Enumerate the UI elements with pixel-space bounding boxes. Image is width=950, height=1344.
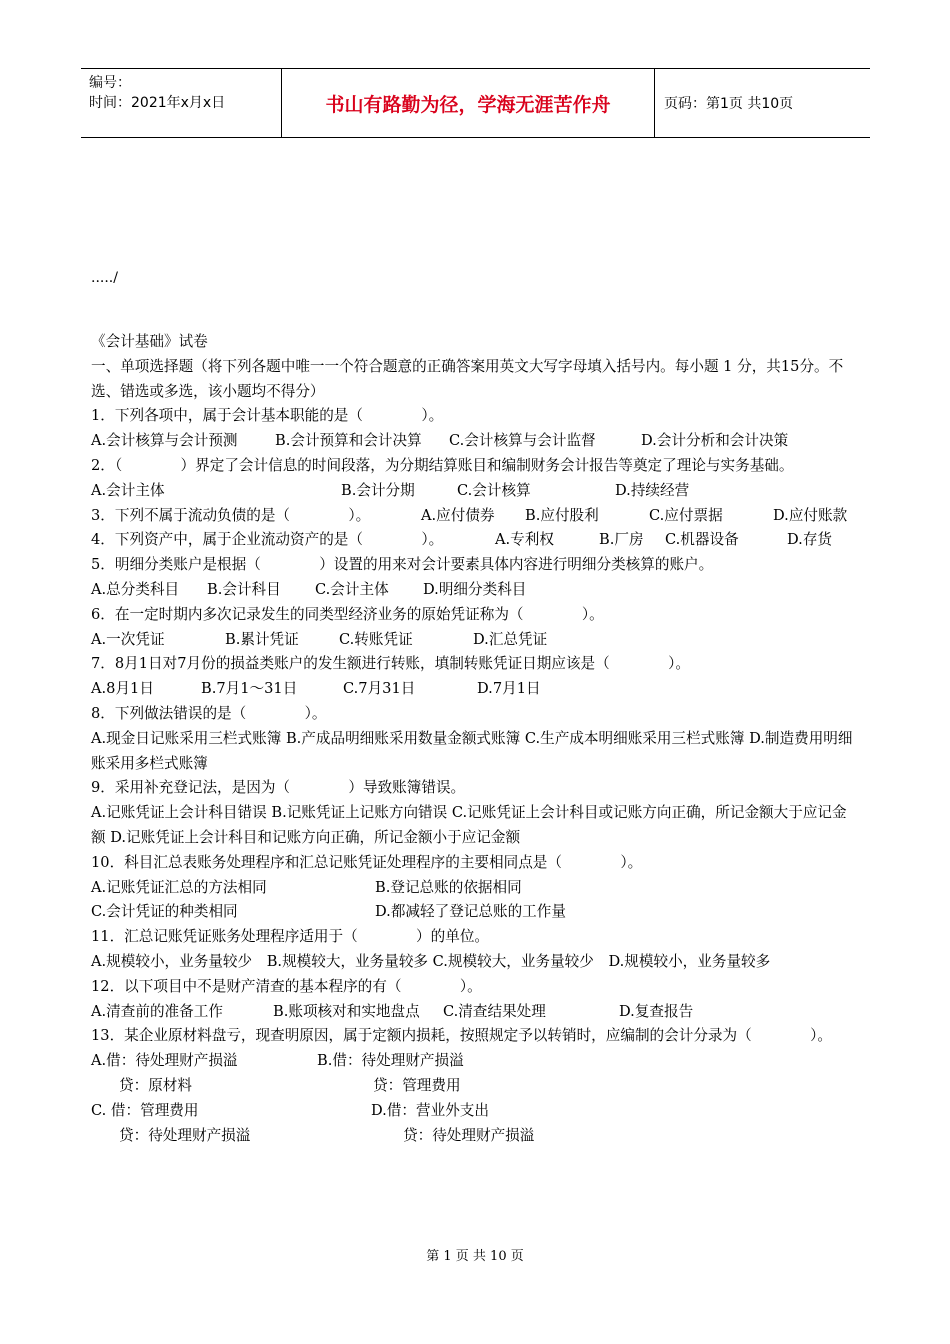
option: C.会计核算与会计监督: [449, 432, 596, 450]
option: A.应付债券: [421, 506, 495, 524]
question-10: 10．科目汇总表账务处理程序和汇总记账凭证处理程序的主要相同点是（ ）。: [91, 853, 643, 871]
option: A.记账凭证汇总的方法相同: [91, 878, 267, 896]
number-label: 编号：: [89, 75, 131, 91]
question-1-options: [91, 429, 861, 454]
question-4: 4．下列资产中，属于企业流动资产的是（ ）。: [91, 531, 444, 549]
option: 贷：管理费用: [373, 1076, 461, 1094]
option: D.持续经营: [615, 481, 690, 499]
option: D.应付账款: [773, 506, 848, 524]
question-6-options: [91, 628, 861, 653]
option: A.借：待处理财产损溢: [91, 1052, 238, 1070]
option: C.7月31日: [343, 680, 416, 698]
option: A.会计主体: [91, 481, 165, 499]
question-1: 1．下列各项中，属于会计基本职能的是（ ）。: [91, 407, 444, 425]
option: B.账项核对和实地盘点: [273, 1002, 420, 1020]
question-7-options: [91, 677, 861, 702]
question-2-options: [91, 479, 861, 504]
question-2: 2．（ ）界定了会计信息的时间段落，为分期结算账目和编制财务会计报告等奠定了理论与实务基础。: [91, 456, 794, 474]
header-motto: 书山有路勤为径，学海无涯苦作舟: [282, 69, 655, 137]
option: 贷：待处理财产损溢: [119, 1126, 251, 1144]
option: D.明细分类科目: [423, 580, 527, 598]
question-12-options: [91, 1000, 861, 1025]
option: B.会计预算和会计决算: [275, 432, 422, 450]
question-6: 6．在一定时期内多次记录发生的同类型经济业务的原始凭证称为（ ）。: [91, 605, 604, 623]
question-11-options: A.规模较小，业务量较少 B.规模较大，业务量较多 C.规模较大，业务量较少 D.规模较小，业务量较多: [91, 952, 771, 970]
option: A.一次凭证: [91, 630, 165, 648]
header-left-cell: [81, 69, 282, 137]
option: B.会计科目: [207, 580, 281, 598]
option: B.应付股利: [525, 506, 599, 524]
question-9: 9．采用补充登记法，是因为（ ）导致账簿错误。: [91, 779, 466, 797]
option: D.7月1日: [477, 680, 541, 698]
question-3: 3．下列不属于流动负债的是（ ）。: [91, 506, 371, 524]
exam-title: 《会计基础》试卷: [91, 333, 208, 350]
option: D.会计分析和会计决策: [641, 432, 789, 450]
question-7: 7．8月1日对7月份的损益类账户的发生额进行转账，填制转账凭证日期应该是（ ）。: [91, 655, 690, 673]
question-9-options: A.记账凭证上会计科目错误 B.记账凭证上记账方向错误 C.记账凭证上会计科目或记账方向正确，所记金额大于应记金额 D.记账凭证上会计科目和记账方向正确，所记金额小于应记金额: [91, 804, 847, 846]
option: 贷：原材料: [119, 1076, 192, 1094]
option: C.会计主体: [315, 580, 389, 598]
question-13-ab-debit: [91, 1049, 861, 1074]
option: 贷：待处理财产损溢: [403, 1126, 535, 1144]
option: C.会计核算: [457, 481, 531, 499]
time-label: 时间：2021年x月x日: [89, 95, 226, 111]
question-13-cd-debit: [91, 1099, 861, 1124]
option: C.应付票据: [649, 506, 723, 524]
question-10-options-row2: [91, 900, 861, 925]
question-5: 5．明细分类账户是根据（ ）设置的用来对会计要素具体内容进行明细分类核算的账户。: [91, 556, 714, 574]
option: A.会计核算与会计预测: [91, 432, 238, 450]
question-4-row: [91, 528, 861, 553]
option: B.登记总账的依据相同: [375, 878, 522, 896]
option: C.转账凭证: [339, 630, 413, 648]
option: B.7月1～31日: [201, 680, 298, 698]
page-header: [81, 68, 870, 138]
question-8: 8．下列做法错误的是（ ）。: [91, 704, 327, 722]
option: B.厂房: [599, 531, 644, 549]
option: D.都减轻了登记总账的工作量: [375, 903, 566, 921]
dots-text: ...../: [91, 270, 118, 286]
header-page-code: 页码：第1页 共10页: [664, 96, 794, 112]
option: B.累计凭证: [225, 630, 299, 648]
exam-content: [91, 330, 861, 1148]
question-13-cd-credit: [91, 1124, 861, 1149]
section-heading: 一、单项选择题（将下列各题中唯一一个符合题意的正确答案用英文大写字母填入括号内。每小题 1 分，共15分。不选、错选或多选，该小题均不得分）: [91, 357, 844, 400]
question-5-options: [91, 578, 861, 603]
question-12: 12．以下项目中不是财产清查的基本程序的有（ ）。: [91, 977, 482, 995]
option: A.专利权: [495, 531, 554, 549]
option: C.机器设备: [665, 531, 739, 549]
question-11: 11．汇总记账凭证账务处理程序适用于（ ）的单位。: [91, 928, 490, 946]
question-10-options-row1: [91, 876, 861, 901]
option: A.总分类科目: [91, 580, 180, 598]
option: A.8月1日: [91, 680, 154, 698]
option: C.会计凭证的种类相同: [91, 903, 238, 921]
option: B.借：待处理财产损溢: [317, 1052, 464, 1070]
option: B.会计分期: [341, 481, 415, 499]
question-3-row: [91, 504, 861, 529]
option: D.借：营业外支出: [371, 1101, 489, 1119]
option: D.复查报告: [619, 1002, 694, 1020]
option: C.清查结果处理: [443, 1002, 546, 1020]
option: D.汇总凭证: [473, 630, 548, 648]
option: D.存货: [787, 531, 833, 549]
page-footer: 第 1 页 共 10 页: [426, 1249, 524, 1264]
option: C. 借：管理费用: [91, 1101, 199, 1119]
question-13-ab-credit: [91, 1074, 861, 1099]
question-13: 13．某企业原材料盘亏，现查明原因，属于定额内损耗，按照规定予以转销时，应编制的会计分录为（ ）。: [91, 1027, 832, 1045]
question-8-options: A.现金日记账采用三栏式账簿 B.产成品明细账采用数量金额式账簿 C.生产成本明细账采用三栏式账簿 D.制造费用明细账采用多栏式账簿: [91, 729, 853, 772]
option: A.清查前的准备工作: [91, 1002, 223, 1020]
